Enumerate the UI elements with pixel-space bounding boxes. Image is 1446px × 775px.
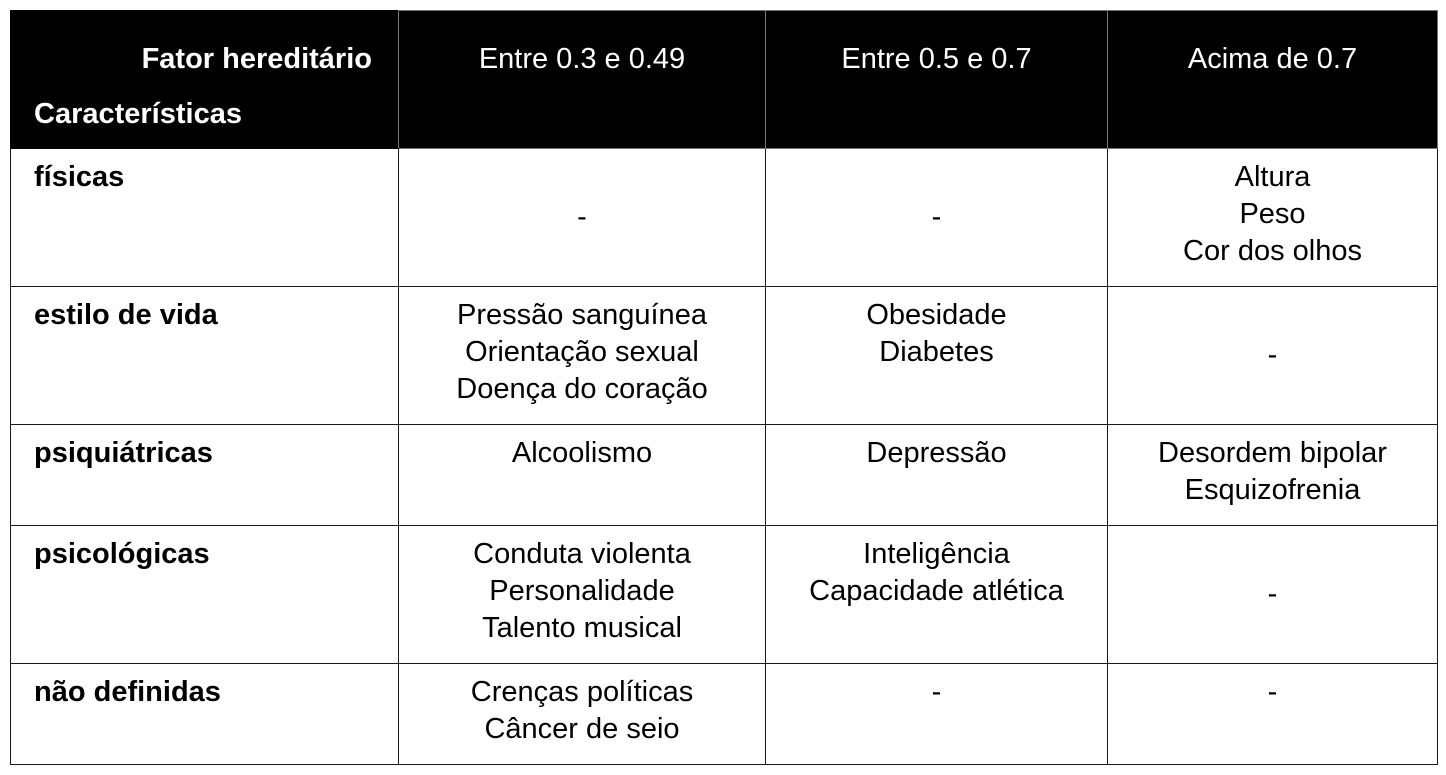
cell-line: Obesidade (866, 299, 1007, 331)
cell-line: Esquizofrenia (1184, 474, 1361, 506)
header-corner-top: Fator hereditário (141, 43, 372, 75)
column-header-high: Acima de 0.7 (1108, 11, 1438, 149)
table-cell (1108, 149, 1438, 287)
table-cell (1108, 425, 1438, 526)
table-cell (399, 526, 766, 664)
cell-line: - (1267, 578, 1278, 610)
row-label: psiquiátricas (11, 425, 399, 526)
cell-line: Doença do coração (456, 373, 708, 405)
cell-line: Câncer de seio (484, 713, 680, 745)
cell-line: Desordem bipolar (1158, 437, 1387, 469)
cell-line: - (1267, 339, 1278, 371)
table-cell (766, 287, 1108, 425)
table-row (11, 664, 1438, 765)
row-label: estilo de vida (11, 287, 399, 425)
cell-line: - (1267, 676, 1278, 708)
header-corner-cell (11, 11, 399, 149)
table-cell (766, 526, 1108, 664)
row-label: psicológicas (11, 526, 399, 664)
column-header-mid: Entre 0.5 e 0.7 (766, 11, 1108, 149)
table-cell (399, 149, 766, 287)
cell-line: Orientação sexual (465, 336, 699, 368)
table-row (11, 149, 1438, 287)
cell-line: Crenças políticas (470, 676, 694, 708)
table-header (11, 11, 1438, 149)
cell-line: Alcoolismo (511, 437, 653, 469)
cell-line: Pressão sanguínea (457, 299, 707, 331)
cell-line: Depressão (866, 437, 1007, 469)
header-corner-bottom: Características (34, 98, 242, 130)
cell-line: Cor dos olhos (1183, 235, 1362, 267)
table-row (11, 287, 1438, 425)
table-cell (399, 664, 766, 765)
table-cell (766, 664, 1108, 765)
cell-line: Conduta violenta (473, 538, 691, 570)
cell-line: - (577, 201, 587, 233)
heritability-table (10, 10, 1438, 765)
cell-line: - (931, 201, 942, 233)
cell-line: Capacidade atlética (809, 575, 1064, 607)
table-cell (1108, 287, 1438, 425)
table-cell (1108, 526, 1438, 664)
table-body (11, 149, 1438, 765)
cell-line: Inteligência (863, 538, 1010, 570)
row-label: físicas (11, 149, 399, 287)
row-label: não definidas (11, 664, 399, 765)
cell-line: - (931, 676, 942, 708)
cell-line: Altura (1234, 161, 1311, 193)
table-cell (399, 287, 766, 425)
table-cell (1108, 664, 1438, 765)
table-row (11, 526, 1438, 664)
table-cell (766, 425, 1108, 526)
table-cell (399, 425, 766, 526)
cell-line: Peso (1239, 198, 1306, 230)
cell-line: Diabetes (879, 336, 994, 368)
header-row (11, 11, 1438, 149)
table-row (11, 425, 1438, 526)
table-cell (766, 149, 1108, 287)
column-header-low: Entre 0.3 e 0.49 (399, 11, 766, 149)
cell-line: Talento musical (482, 612, 682, 644)
cell-line: Personalidade (489, 575, 675, 607)
